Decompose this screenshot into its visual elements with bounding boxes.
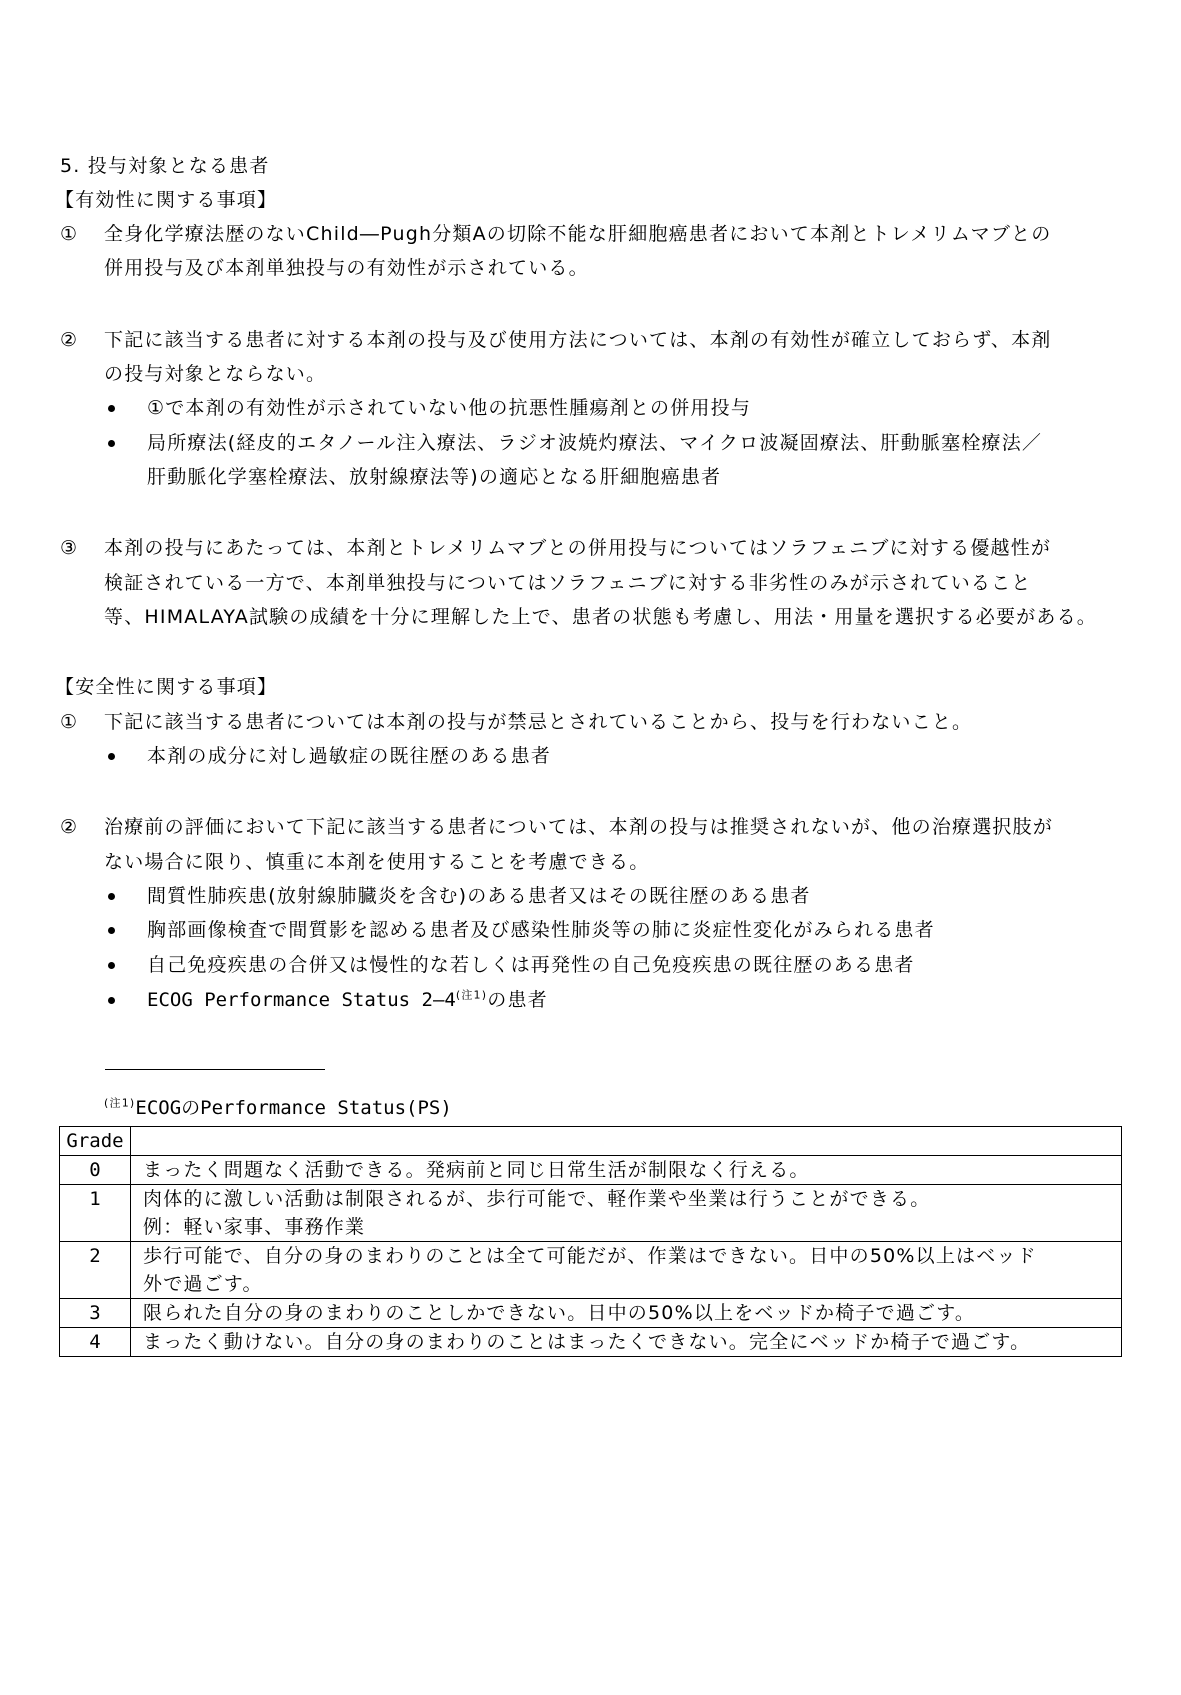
footnote-title	[104, 1097, 452, 1119]
grade-header: Grade	[60, 1127, 131, 1156]
efficacy-item-1-line-2: 併用投与及び本剤単独投与の有効性が示されている。	[104, 257, 589, 279]
footnote-separator	[105, 1069, 325, 1070]
efficacy-item-2-line-2: の投与対象とならない。	[104, 363, 327, 385]
table-row	[60, 1242, 1122, 1299]
efficacy-item-2-bullet-1: ①で本剤の有効性が示されていない他の抗悪性腫瘍剤との併用投与	[147, 397, 752, 419]
safety-heading: 【安全性に関する事項】	[55, 676, 278, 698]
efficacy-heading: 【有効性に関する事項】	[55, 189, 278, 211]
grade-cell: 3	[60, 1299, 131, 1328]
efficacy-item-2-bullet-2-line-2: 肝動脈化学塞栓療法、放射線療法等)の適応となる肝細胞癌患者	[147, 466, 722, 488]
table-row	[60, 1328, 1122, 1357]
bullet-icon	[108, 440, 115, 447]
table-row	[60, 1156, 1122, 1185]
description-cell	[131, 1242, 1122, 1299]
safety-item-2-marker: ②	[60, 816, 78, 838]
description-line: 限られた自分の身のまわりのことしかできない。日中の50%以上をベッドか椅子で過ごす。	[143, 1302, 976, 1324]
description-cell	[131, 1156, 1122, 1185]
description-line: まったく動けない。自分の身のまわりのことはまったくできない。完全にベッドか椅子で過ごす。	[143, 1331, 1031, 1353]
safety-item-2-line-1: 治療前の評価において下記に該当する患者については、本剤の投与は推奨されないが、他の治療選択肢が	[104, 816, 1054, 838]
table-header-row	[60, 1127, 1122, 1156]
efficacy-item-3-line-1: 本剤の投与にあたっては、本剤とトレメリムマブとの併用投与についてはソラフェニブに対する優越性が	[104, 537, 1052, 559]
grade-cell: 2	[60, 1242, 131, 1299]
description-line: 肉体的に激しい活動は制限されるが、歩行可能で、軽作業や坐業は行うことができる。	[143, 1188, 931, 1210]
footnote-marker: (注1)	[104, 1096, 136, 1110]
efficacy-item-2-line-1: 下記に該当する患者に対する本剤の投与及び使用方法については、本剤の有効性が確立しておらず、本剤	[104, 329, 1052, 351]
grade-cell: 1	[60, 1185, 131, 1242]
description-cell	[131, 1299, 1122, 1328]
description-line: 歩行可能で、自分の身のまわりのことは全て可能だが、作業はできない。日中の50%以上はベッド	[143, 1245, 1037, 1267]
safety-item-2-bullet-2: 胸部画像検査で間質影を認める患者及び感染性肺炎等の肺に炎症性変化がみられる患者	[147, 919, 935, 941]
bullet-icon	[108, 893, 115, 900]
description-line: まったく問題なく活動できる。発病前と同じ日常生活が制限なく行える。	[143, 1159, 810, 1181]
description-line: 例：軽い家事、事務作業	[143, 1216, 366, 1238]
bullet-icon	[108, 997, 115, 1004]
ecog-suffix: の患者	[487, 989, 548, 1011]
efficacy-item-3-line-3: 等、HIMALAYA試験の成績を十分に理解した上で、患者の状態も考慮し、用法・用量を選択する必要がある。	[104, 606, 1097, 628]
section-title: 5. 投与対象となる患者	[60, 155, 270, 177]
safety-item-2-bullet-4	[147, 989, 548, 1011]
bullet-icon	[108, 927, 115, 934]
bullet-icon	[108, 753, 115, 760]
safety-item-1-bullet-1: 本剤の成分に対し過敏症の既往歴のある患者	[147, 745, 552, 767]
efficacy-item-1-marker: ①	[60, 223, 78, 245]
efficacy-item-3-line-2: 検証されている一方で、本剤単独投与についてはソラフェニブに対する非劣性のみが示されていること	[104, 572, 1032, 594]
bullet-icon	[108, 405, 115, 412]
description-cell	[131, 1185, 1122, 1242]
description-cell	[131, 1328, 1122, 1357]
grade-cell: 4	[60, 1328, 131, 1357]
description-line: 外で過ごす。	[143, 1273, 263, 1295]
safety-item-1-marker: ①	[60, 711, 78, 733]
safety-item-2-line-2: ない場合に限り、慎重に本剤を使用することを考慮できる。	[104, 851, 650, 873]
table-row	[60, 1299, 1122, 1328]
ecog-ps-range: ECOG Performance Status 2―4	[147, 989, 456, 1011]
table-row	[60, 1185, 1122, 1242]
safety-item-2-bullet-3: 自己免疫疾患の合併又は慢性的な若しくは再発性の自己免疫疾患の既往歴のある患者	[147, 954, 915, 976]
bullet-icon	[108, 962, 115, 969]
efficacy-item-2-bullet-2-line-1: 局所療法(経皮的エタノール注入療法、ラジオ波焼灼療法、マイクロ波凝固療法、肝動脈塞栓療法／	[147, 432, 1043, 454]
footnote-title-text: ECOGのPerformance Status(PS)	[135, 1097, 452, 1119]
grade-cell: 0	[60, 1156, 131, 1185]
safety-item-1-line-1: 下記に該当する患者については本剤の投与が禁忌とされていることから、投与を行わないこと。	[104, 711, 973, 733]
description-header	[131, 1127, 1122, 1156]
safety-item-2-bullet-1: 間質性肺疾患(放射線肺臓炎を含む)のある患者又はその既往歴のある患者	[147, 885, 811, 907]
ecog-ps-table	[59, 1126, 1122, 1357]
footnote-ref: (注1)	[455, 988, 488, 1002]
efficacy-item-2-marker: ②	[60, 329, 78, 351]
efficacy-item-3-marker: ③	[60, 537, 78, 559]
efficacy-item-1-line-1: 全身化学療法歴のないChild―Pugh分類Aの切除不能な肝細胞癌患者において本剤とトレメリムマブとの	[104, 223, 1052, 245]
